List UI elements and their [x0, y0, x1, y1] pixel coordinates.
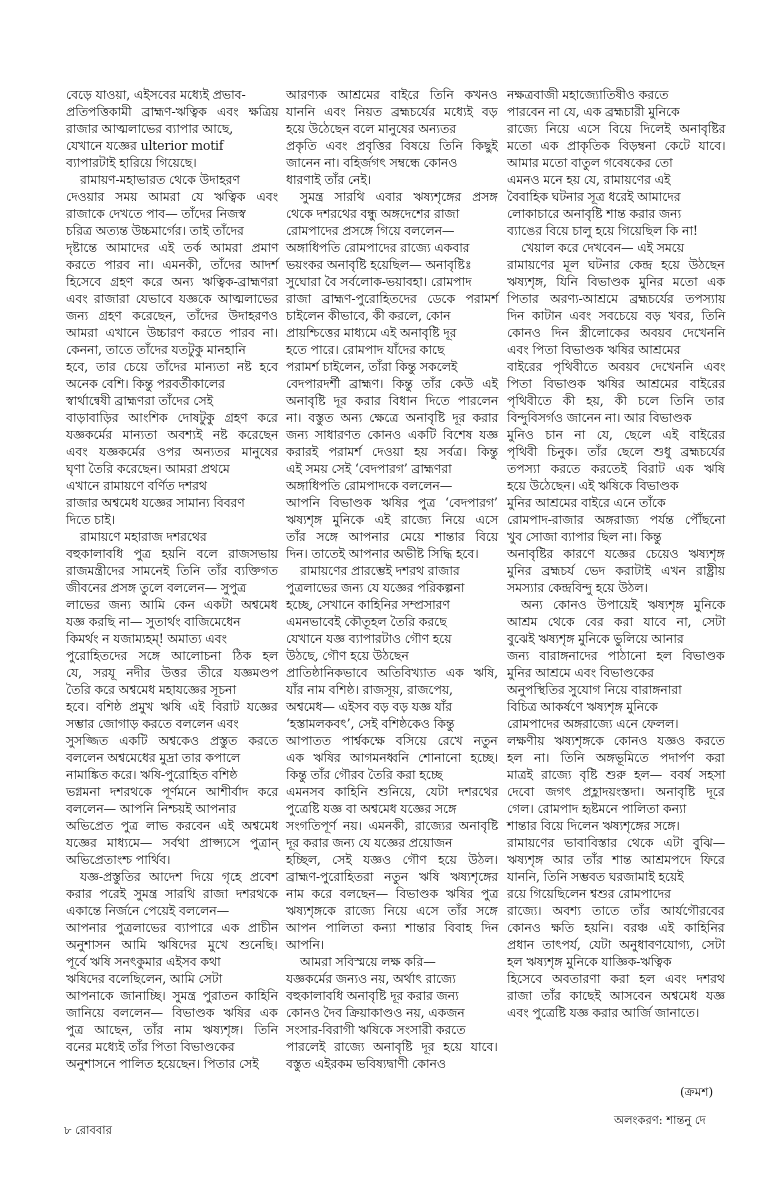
text-line: লোকাচারে অনাবৃষ্টি শান্ত করার জন্য	[507, 206, 682, 221]
text-line: এমনও মনে হয় যে, রামায়ণের এই	[507, 172, 671, 187]
text-line: অভিপ্রেত পুত্র লাভ করবেন এই অশ্বমেধ	[66, 818, 279, 833]
text-line: অনুশাসন আমি ঋষিদের মুখে শুনেছি।	[66, 937, 278, 952]
text-line: সম্ভার জোগাড় করতে বললেন এবং	[66, 716, 239, 731]
text-line: দেওয়ার সময় আমরা যে ঋত্বিক এবং	[66, 189, 278, 204]
text-line: অশ্বমেধ— এইসব বড় বড় যজ্ঞ যাঁর	[286, 699, 453, 714]
text-line: রাজার অশ্বমেধ যজ্ঞের সামান্য বিবরণ	[66, 495, 245, 510]
text-line: ‘হস্তামলকবৎ’, সেই বশিষ্ঠকেও কিন্তু	[286, 716, 455, 731]
text-line: রামায়ণে মহারাজ দশরথের	[80, 529, 207, 544]
text-line: পুত্রেষ্টি যজ্ঞ বা অশ্বমেধ যজ্ঞের সঙ্গে	[286, 801, 457, 816]
text-line: জন্য গ্রহণ করেছেন, তাঁদের উদাহরণও	[66, 308, 278, 323]
text-line: পরামর্শ চাইলেন, তাঁরা কিন্তু সকলেই	[286, 359, 458, 374]
text-line: ধারণাই তাঁর নেই।	[286, 172, 371, 187]
text-line: ঋষ্যশৃঙ্গকে রাজ্যে নিয়ে এসে তাঁর সঙ্গে	[286, 903, 498, 918]
illustration-credit: অলংকরণ: শান্তনু দে	[614, 1113, 706, 1127]
text-line: এখানে রামায়ণে বর্ণিত দশরথ	[66, 478, 207, 493]
text-line: অনাবৃষ্টি দূর করার বিধান দিতে পারলেন	[286, 393, 499, 408]
text-line: রয়ে গিয়েছিলেন শ্বশুর রোমপাদের	[507, 886, 671, 901]
article-column-1	[66, 86, 278, 1072]
text-line: ভগ্নমনা দশরথকে পূর্ণমনে আশীর্বাদ করে	[66, 784, 279, 799]
text-line: সুঘোরা বৈ সর্বলোক-ভয়াবহা। রোমপাদ	[286, 274, 472, 289]
text-line: ঋষ্যশৃঙ্গ, যিনি বিভাণ্ডক মুনির মতো এক	[507, 274, 725, 289]
text-line: যজ্ঞ-প্রস্তুতির আদেশ দিয়ে গৃহে প্রবেশ	[80, 869, 279, 884]
text-line: যেখানে যজ্ঞের ulterior motif	[66, 138, 224, 153]
text-line: যজ্ঞকর্মের জন্যও নয়, অর্থাৎ রাজ্যে	[286, 971, 456, 986]
text-line: আপনি।	[286, 937, 325, 952]
text-line: পূর্বে ঋষি সনৎকুমার এইসব কথা	[66, 954, 221, 969]
text-line: পুরোহিতদের সঙ্গে আলোচনা ঠিক হল	[66, 648, 279, 663]
text-line: এই সময় সেই ‘বেদপারগ’ ব্রাহ্মণরা	[286, 461, 452, 476]
text-line: পুত্র আছেন, তাঁর নাম ঋষ্যশৃঙ্গ। তিনি	[66, 1022, 279, 1037]
text-line: প্রায়শ্চিত্তের মাধ্যমে এই অনাবৃষ্টি দূর	[286, 325, 457, 340]
text-line: আপাতত পার্শ্বকক্ষে বসিয়ে রেখে নতুন	[286, 733, 498, 748]
text-line: প্রাতিষ্ঠানিকভাবে অতিবিখ্যাত এক ঋষি,	[286, 665, 498, 680]
paragraph	[66, 868, 278, 1072]
text-line: হিসেবে অবতারণা করা হল এবং দশরথ	[507, 971, 725, 986]
text-line: দৃষ্টান্তে আমাদের এই তর্ক আমরা প্রমাণ	[66, 240, 279, 255]
text-line: জন্য বারাঙ্গনাদের পাঠানো হল বিভাণ্ডক	[507, 648, 725, 663]
text-line: দিন। তাতেই আপনার অভীষ্ট সিদ্ধি হবে।	[286, 546, 479, 561]
text-line: জন্য সাধারণত কোনও একটি বিশেষ যজ্ঞ	[286, 427, 499, 442]
text-line: মুনিও চান না যে, ছেলে এই বাইরের	[507, 427, 725, 442]
text-line: তাঁর সঙ্গে আপনার মেয়ে শান্তার বিয়ে	[286, 529, 499, 544]
text-line: রোমপাদের প্রসঙ্গে গিয়ে বললেন—	[286, 223, 455, 238]
text-line: যজ্ঞ করছি না— সুতার্থং বাজিমেধেন	[66, 614, 241, 629]
paragraph	[286, 86, 498, 188]
text-line: স্বার্থান্বেষী ব্রাহ্মণরা তাঁদের সেই	[66, 393, 213, 408]
text-line: একান্তে নির্জনে পেয়েই বললেন—	[66, 903, 229, 918]
text-line: সুসজ্জিত একটি অশ্বকেও প্রস্তুত করতে	[66, 733, 278, 748]
text-line: মাত্রই রাজ্যে বৃষ্টি শুরু হল— ববর্ষ সহসা	[507, 767, 726, 782]
text-line: বহুকালাবধি পুত্র হয়নি বলে রাজসভায়	[66, 546, 278, 561]
text-line: ব্রাহ্মণ-পুরোহিতরা নতুন ঋষি ঋষ্যশৃঙ্গের	[286, 869, 499, 884]
text-line: হয়ে উঠেছেন। এই ঋষিকে বিভাণ্ডক	[507, 478, 679, 493]
text-line: রামায়ণের মূল ঘটনার কেন্দ্র হয়ে উঠছেন	[507, 257, 725, 272]
text-line: সমস্যার কেন্দ্রবিন্দু হয়ে উঠল।	[507, 580, 648, 595]
text-line: আমরা সবিস্ময়ে লক্ষ করি—	[300, 954, 436, 969]
text-line: কোনও দিন স্ত্রীলোকের অবয়ব দেখেননি	[507, 325, 726, 340]
text-line: কেননা, তাতে তাঁদের যতটুকু মানহানি	[66, 342, 246, 357]
text-line: রাজার আত্মলাভের ব্যাপার আছে,	[66, 121, 234, 136]
text-line: উঠছে, গৌণ হয়ে উঠছেন	[286, 648, 409, 663]
text-line: রাজমন্ত্রীদের সামনেই তিনি তাঁর ব্যক্তিগত	[66, 563, 278, 578]
text-line: জানেন না। বহির্জগৎ সম্বন্ধে কোনও	[286, 155, 458, 170]
text-line: আপনাকে জানাচ্ছি। সুমন্ত্র পুরাতন কাহিনি	[66, 988, 278, 1003]
text-line: রামায়ণ-মহাভারত থেকে উদাহরণ	[80, 172, 240, 187]
text-line: থেকে দশরথের বন্ধু অঙ্গদেশের রাজা	[286, 206, 460, 221]
text-line: বনের মধ্যেই তাঁর পিতা বিভাণ্ডকের	[66, 1039, 235, 1054]
text-line: বেদপারদর্শী ব্রাহ্মণ। কিন্তু তাঁর কেউ এই	[286, 376, 498, 391]
text-line: রামায়ণের ভাবাবিস্তার থেকে এটা বুঝি—	[507, 835, 725, 850]
paragraph	[286, 188, 498, 562]
text-line: বস্তুত এইরকম ভবিষ্যদ্বাণী কোনও	[286, 1056, 446, 1071]
text-line: নক্ষত্রবাজী মহাজ্যোতিষীও করতে	[507, 87, 669, 102]
text-line: আপনি বিভাণ্ডক ঋষির পুত্র ‘বেদপারগ’	[286, 495, 498, 510]
text-line: দূর করার জন্য যে যজ্ঞের প্রয়োজন	[286, 835, 453, 850]
text-line: এবং পুত্রেষ্টি যজ্ঞ করার আর্জি জানাতে।	[507, 1005, 700, 1020]
text-line: হবে, তার চেয়ে তাঁদের মান্যতা নষ্ট হবে	[66, 359, 278, 374]
text-line: যে, সরযূ নদীর উত্তর তীরে যজ্ঞমণ্ডপ	[66, 665, 279, 680]
text-line: কোনও দৈব ক্রিয়াকাণ্ডও নয়, একজন	[286, 1005, 465, 1020]
text-line: চাইলেন কীভাবে, কী করলে, কোন	[286, 308, 451, 323]
text-line: রোমপাদের অঙ্গরাজ্যে এনে ফেলল।	[507, 716, 679, 731]
text-line: রাজা ব্রাহ্মণ-পুরোহিতদের ডেকে পরামর্শ	[286, 291, 499, 306]
text-line: জানিয়ে বললেন— বিভাণ্ডক ঋষির এক	[66, 1005, 278, 1020]
text-line: এমনভাবেই কৌতূহল তৈরি করছে	[286, 614, 447, 629]
text-line: হতে পারে। রোমপাদ যাঁদের কাছে	[286, 342, 445, 357]
text-line: তৈরি করে অশ্বমেধ মহাযজ্ঞের সূচনা	[66, 682, 236, 697]
text-line: বৈবাহিক ঘটনার সূত্র ধরেই আমাদের	[507, 189, 681, 204]
text-line: গেল। রোমপাদ হৃষ্টমনে পালিতা কন্যা	[507, 801, 687, 816]
paragraph	[66, 171, 278, 528]
text-line: রামায়ণের প্রারম্ভেই দশরথ রাজার	[300, 563, 460, 578]
text-line: দিন কাটান এবং সবচেয়ে বড় খবর, তিনি	[507, 308, 726, 323]
text-line: জীবনের প্রসঙ্গ তুলে বললেন— সুপুত্র	[66, 580, 247, 595]
text-line: শান্তার বিয়ে দিলেন ঋষ্যশৃঙ্গের সঙ্গে।	[507, 818, 680, 833]
text-line: রোমপাদ-রাজার অঙ্গরাজ্য পর্যন্ত পৌঁছনো	[507, 512, 726, 527]
paragraph	[507, 86, 725, 239]
text-line: না। বস্তুত অন্য ক্ষেত্রে অনাবৃষ্টি দূর করার	[286, 410, 499, 425]
text-line: অনেক বেশি। কিন্তু পরবর্তীকালের	[66, 376, 225, 391]
text-line: বাইরের পৃথিবীতে অবয়ব দেখেননি এবং	[507, 359, 726, 374]
text-line: হচ্ছিল, সেই যজ্ঞও গৌণ হয়ে উঠল।	[286, 852, 498, 867]
text-line: রাজাকে দেখতে পাব— তাঁদের নিজস্ব	[66, 206, 246, 221]
text-line: কিমর্থং ন যজাম্যহম্! অমাত্য এবং	[66, 631, 227, 646]
text-line: ভয়ংকর অনাবৃষ্টি হয়েছিল— অনাবৃষ্টিঃ	[286, 257, 472, 272]
text-line: দেবো জগৎ প্রহ্লাদয়ংস্তদা। অনাবৃষ্টি দূরে	[507, 784, 725, 799]
text-line: মুনির আশ্রমের বাইরে এনে তাঁকে	[507, 495, 666, 510]
text-line: খুব সোজা ব্যাপার ছিল না। কিন্তু	[507, 529, 662, 544]
text-line: ঋষ্যশৃঙ্গ আর তাঁর শান্ত আশ্রমপদে ফিরে	[507, 852, 725, 867]
text-line: মুনির ব্রহ্মচর্য ভেদ করাটাই এখন রাষ্ট্রীয়	[507, 563, 726, 578]
text-line: ব্যাপারটাই হারিয়ে গিয়েছে।	[66, 155, 197, 170]
paragraph	[286, 562, 498, 953]
text-line: প্রতিপত্তিকামী ব্রাহ্মণ-ঋত্বিক এবং ক্ষত্রিয়	[66, 104, 279, 119]
text-line: এবং পিতা বিভাণ্ডক ঋষির আশ্রমের	[507, 342, 681, 357]
text-line: এবং যজ্ঞকর্মের ওপর অন্যতর মানুষের	[66, 444, 279, 459]
text-line: সংসার-বিরাগী ঋষিকে সংসারী করতে	[286, 1022, 466, 1037]
page-folio: ৮ রোববার	[64, 1123, 112, 1137]
text-line: বাড়াবাড়ির আংশিক দোষটুকু গ্রহণ করে	[66, 410, 278, 425]
text-line: হল ঋষ্যশৃঙ্গ মুনিকে যাজ্ঞিক-ঋত্বিক	[507, 954, 672, 969]
text-line: আশ্রম থেকে বের করা যাবে না, সেটা	[507, 614, 726, 629]
text-line: পৃথিবী চিনুক। তাঁর ছেলে শুধু ব্রহ্মচর্যের	[507, 444, 725, 459]
text-line: হবে। বশিষ্ঠ প্রমুখ ঋষি এই বিরাট যজ্ঞের	[66, 699, 278, 714]
text-line: করার পরেই সুমন্ত্র সারথি রাজা দশরথকে	[66, 886, 278, 901]
paragraph	[507, 596, 725, 1021]
text-line: রাজ্যে নিয়ে এসে বিয়ে দিলেই অনাবৃষ্টির	[507, 121, 726, 136]
text-line: আমরা এখানে উচ্চারণ করতে পারব না।	[66, 325, 278, 340]
text-line: অঙ্গাধিপতি রোমপাদের রাজ্যে একবার	[286, 240, 470, 255]
text-line: ঋষ্যশৃঙ্গ মুনিকে এই রাজ্যে নিয়ে এসে	[286, 512, 499, 527]
text-line: বললেন অশ্বমেধের মুদ্রা তার কপালে	[66, 750, 241, 765]
text-line: মুনির আশ্রমে এবং বিভাণ্ডকের	[507, 665, 654, 680]
text-line: করারই পরামর্শ দেওয়া হয় সর্বত্র। কিন্তু	[286, 444, 498, 459]
text-line: আপনার পুত্রলাভের ব্যাপারে এক প্রাচীন	[66, 920, 279, 935]
text-line: হিসেবে গ্রহণ করে অন্য ঋত্বিক-ব্রাহ্মণরা	[66, 274, 278, 289]
paragraph	[66, 528, 278, 868]
text-line: পারবেন না যে, এক ব্রহ্মচারী মুনিকে	[507, 104, 680, 119]
text-line: পারলেই রাজ্যে অনাবৃষ্টি দূর হয়ে যাবে।	[286, 1039, 498, 1054]
text-line: লাভের জন্য আমি কেন একটা অশ্বমেধ	[66, 597, 278, 612]
text-line: সংগতিপূর্ণ নয়। এমনকী, রাজ্যের অনাবৃষ্টি	[286, 818, 499, 833]
text-line: চরিত্র অত্যন্ত উচ্চমার্গের। তাই তাঁদের	[66, 223, 244, 238]
text-line: অভিপ্রেতাংশ্চ পার্থিব।	[66, 852, 171, 867]
text-line: কিন্তু তাঁর গৌরব তৈরি করা হচ্ছে	[286, 767, 443, 782]
text-line: লক্ষণীয় ঋষ্যশৃঙ্গকে কোনও যজ্ঞও করতে	[507, 733, 725, 748]
text-line: অনাবৃষ্টির কারণে যজ্ঞের চেয়েও ঋষ্যশৃঙ্গ	[507, 546, 725, 561]
text-line: নামাঙ্কিত করে। ঋষি-পুরোহিত বশিষ্ঠ	[66, 767, 238, 782]
text-line: দিতে চাই।	[66, 512, 116, 527]
text-line: ব্যাঙের বিয়ে চালু হয়ে গিয়েছিল কি না!	[507, 223, 698, 238]
text-line: সুমন্ত্র সারথি এবার ঋষ্যশৃঙ্গের প্রসঙ্গ	[300, 189, 498, 204]
text-line: ঘৃণা তৈরি করেছেন। আমরা প্রথমে	[66, 461, 230, 476]
text-line: বললেন— আপনি নিশ্চয়ই আপনার	[66, 801, 236, 816]
text-line: বহুকালাবধি অনাবৃষ্টি দূর করার জন্য	[286, 988, 459, 1003]
paragraph	[507, 239, 725, 596]
paragraph	[286, 953, 498, 1072]
text-line: পুত্রলাভের জন্য যে যজ্ঞের পরিকল্পনা	[286, 580, 465, 595]
text-line: অঙ্গাধিপতি রোমপাদকে বললেন—	[286, 478, 453, 493]
text-line: করতে পারব না। এমনকী, তাঁদের আদর্শ	[66, 257, 279, 272]
text-line: অনুশাসনে পালিত হয়েছেন। পিতার সেই	[66, 1056, 259, 1071]
continued-label: (ক্রমশ)	[680, 1085, 714, 1099]
text-line: যজ্ঞের মাধ্যমে— সর্বথা প্রাপ্স্যসে পুত্রান্	[66, 835, 279, 850]
text-line: যজ্ঞকর্মের মান্যতা অবশ্যই নষ্ট করেছেন	[66, 427, 279, 442]
article-column-3	[507, 86, 725, 1021]
text-line: যাঁর নাম বশিষ্ঠ। রাজসূয়, রাজপেয়,	[286, 682, 453, 697]
text-line: বিন্দুবিসর্গও জানেন না। আর বিভাণ্ডক	[507, 410, 692, 425]
text-line: কোনও ক্ষতি হয়নি। বরঞ্চ এই কাহিনির	[507, 920, 725, 935]
text-line: পিতার অরণ্য-আশ্রমে ব্রহ্মচর্যের তপস্যায়	[507, 291, 726, 306]
text-line: রাজ্যে। অবশ্য তাতে তাঁর আর্যগৌরবের	[507, 903, 725, 918]
text-line: বিচিত্র আকর্ষণে ঋষ্যশৃঙ্গ মুনিকে	[507, 699, 658, 714]
text-line: নাম করে বলছেন— বিভাণ্ডক ঋষির পুত্র	[286, 886, 499, 901]
text-line: যাননি এবং নিয়ত ব্রহ্মচর্যের মধ্যেই বড়	[286, 104, 498, 119]
article-column-2	[286, 86, 498, 1072]
text-line: যেখানে যজ্ঞ ব্যাপারটাও গৌণ হয়ে	[286, 631, 452, 646]
text-line: মতো এক প্রাকৃতিক বিড়ম্বনা কেটে যাবে।	[507, 138, 726, 153]
text-line: আপন পালিতা কন্যা শান্তার বিবাহ দিন	[286, 920, 499, 935]
text-line: এমনসব কাহিনি শুনিয়ে, যেটা দশরথের	[286, 784, 499, 799]
text-line: পৃথিবীতে কী হয়, কী চলে তিনি তার	[507, 393, 725, 408]
text-line: খেয়াল করে দেখবেন— এই সময়ে	[521, 240, 684, 255]
text-line: অনুপস্থিতির সুযোগ নিয়ে বারাঙ্গনারা	[507, 682, 682, 697]
text-line: রাজা তাঁর কাছেই আসবেন অশ্বমেধ যজ্ঞ	[507, 988, 725, 1003]
text-line: এবং রাজারা যেভাবে যজ্ঞকে আত্মলাভের	[66, 291, 278, 306]
text-line: আমার মতো বাতুল গবেষকের তো	[507, 155, 673, 170]
paragraph	[66, 86, 278, 171]
text-line: প্রকৃতি এবং প্রবৃত্তির বিষয়ে তিনি কিছুই	[286, 138, 498, 153]
text-line: এক ঋষির আগমনধ্বনি শোনানো হচ্ছে।	[286, 750, 498, 765]
text-line: পিতা বিভাণ্ডক ঋষির আশ্রমের বাইরের	[507, 376, 726, 391]
text-line: আরণ্যক আশ্রমের বাইরে তিনি কখনও	[286, 87, 498, 102]
text-line: যাননি, তিনি সম্ভবত ঘরজামাই হয়েই	[507, 869, 684, 884]
text-line: ঋষিদের বলেছিলেন, আমি সেটা	[66, 971, 223, 986]
text-line: হচ্ছে, সেখানে কাহিনির সম্প্রসারণ	[286, 597, 450, 612]
text-line: তপস্যা করতে করতেই বিরাট এক ঋষি	[507, 461, 725, 476]
text-line: বুঝেই ঋষ্যশৃঙ্গ মুনিকে ভুলিয়ে আনার	[507, 631, 684, 646]
text-line: প্রধান তাৎপর্য, যেটা অনুধাবণযোগ্য, সেটা	[507, 937, 725, 952]
text-line: হল না। তিনি অঙ্গভূমিতে পদার্পণ করা	[507, 750, 725, 765]
text-line: অন্য কোনও উপায়েই ঋষ্যশৃঙ্গ মুনিকে	[521, 597, 726, 612]
text-line: হয়ে উঠেছেন বলে মানুষের অন্যতর	[286, 121, 456, 136]
text-line: বেড়ে যাওয়া, এইসবের মধ্যেই প্রভাব-	[66, 87, 246, 102]
